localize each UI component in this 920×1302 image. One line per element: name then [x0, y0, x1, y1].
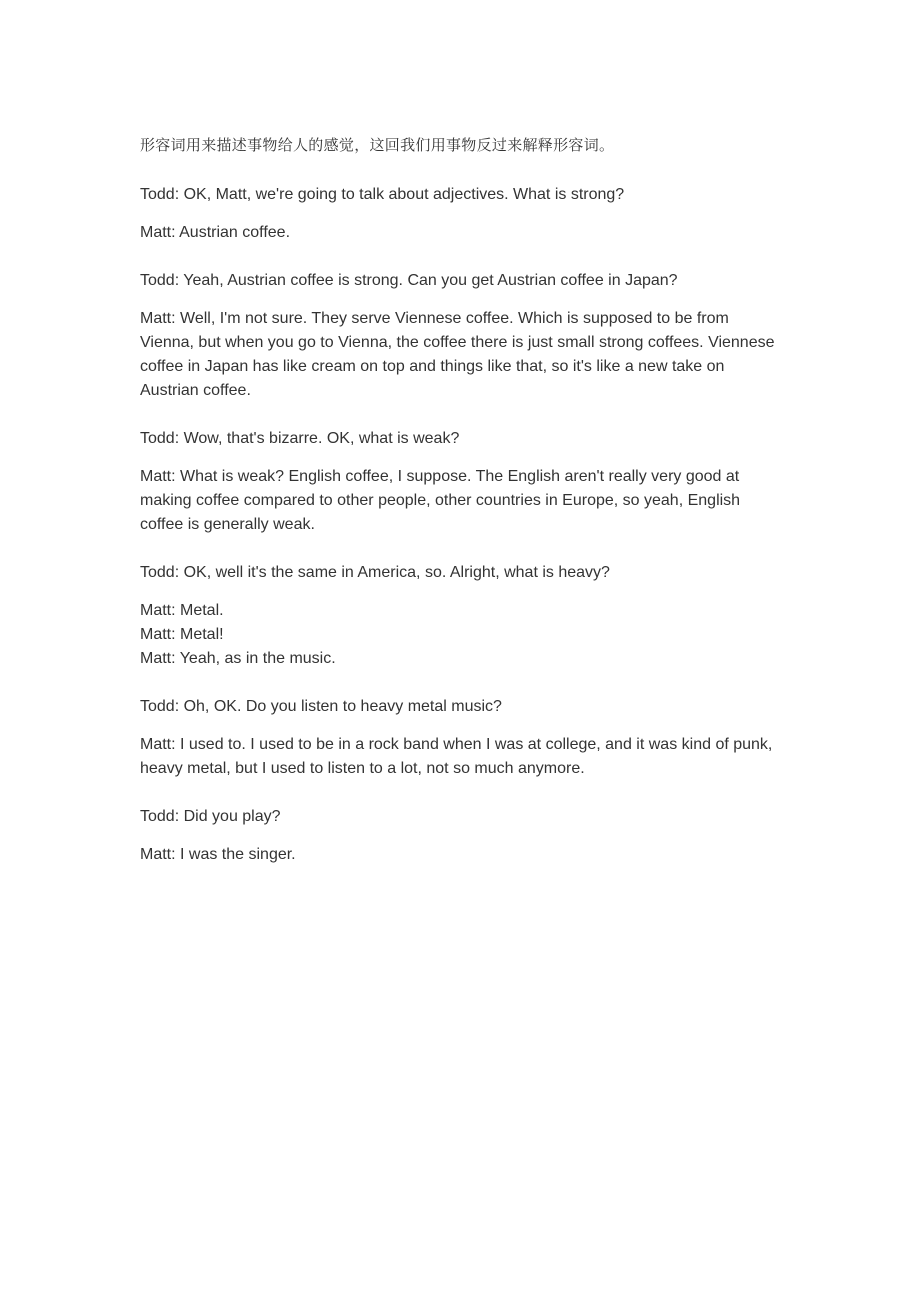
dialogue-line: Matt: Yeah, as in the music.	[140, 650, 336, 667]
dialogue-paragraph	[140, 733, 800, 781]
dialogue-line: Matt: Austrian coffee.	[140, 224, 291, 241]
dialogue-line: Matt: Well, I'm not sure. They serve Viennese coffee. Which is supposed to be from	[140, 310, 729, 327]
dialogue-paragraph	[140, 269, 800, 293]
dialogue-paragraph	[140, 561, 800, 585]
dialogue-paragraph	[140, 465, 800, 537]
dialogue-line: Todd: OK, well it's the same in America, so. Alright, what is heavy?	[140, 564, 610, 581]
intro-text: 形容词用来描述事物给人的感觉，这回我们用事物反过来解释形容词。	[140, 136, 615, 154]
dialogue-line: Austrian coffee.	[140, 382, 251, 399]
dialogue-line: Matt: Metal.	[140, 602, 224, 619]
dialogue-line: Matt: I used to. I used to be in a rock band when I was at college, and it was kind of punk,	[140, 736, 773, 753]
dialogue-paragraph	[140, 805, 800, 829]
document-page	[140, 133, 800, 867]
dialogue-paragraph	[140, 221, 800, 245]
dialogue-line: Todd: Yeah, Austrian coffee is strong. Can you get Austrian coffee in Japan?	[140, 272, 678, 289]
dialogue-line: making coffee compared to other people, other countries in Europe, so yeah, English	[140, 492, 741, 509]
dialogue-paragraph	[140, 427, 800, 451]
dialogue-line: Matt: Metal!	[140, 626, 224, 643]
dialogue-paragraph	[140, 599, 800, 671]
dialogue-line: Matt: What is weak? English coffee, I suppose. The English aren't really very good at	[140, 468, 740, 485]
dialogue-paragraph	[140, 307, 800, 403]
dialogue-line: Todd: Oh, OK. Do you listen to heavy metal music?	[140, 698, 502, 715]
dialogue-line: Todd: Wow, that's bizarre. OK, what is weak?	[140, 430, 460, 447]
dialogue-line: coffee is generally weak.	[140, 516, 315, 533]
dialogue-paragraph	[140, 183, 800, 207]
dialogue-line: heavy metal, but I used to listen to a lot, not so much anymore.	[140, 760, 585, 777]
dialogue-paragraph	[140, 843, 800, 867]
dialogue-line: Todd: OK, Matt, we're going to talk about adjectives. What is strong?	[140, 186, 625, 203]
dialogue-line: Todd: Did you play?	[140, 808, 281, 825]
dialogue-line: Vienna, but when you go to Vienna, the coffee there is just small strong coffees. Viennese	[140, 334, 775, 351]
dialogue-line: Matt: I was the singer.	[140, 846, 296, 863]
dialogue-line: coffee in Japan has like cream on top and things like that, so it's like a new take on	[140, 358, 725, 375]
dialogue-paragraph	[140, 695, 800, 719]
